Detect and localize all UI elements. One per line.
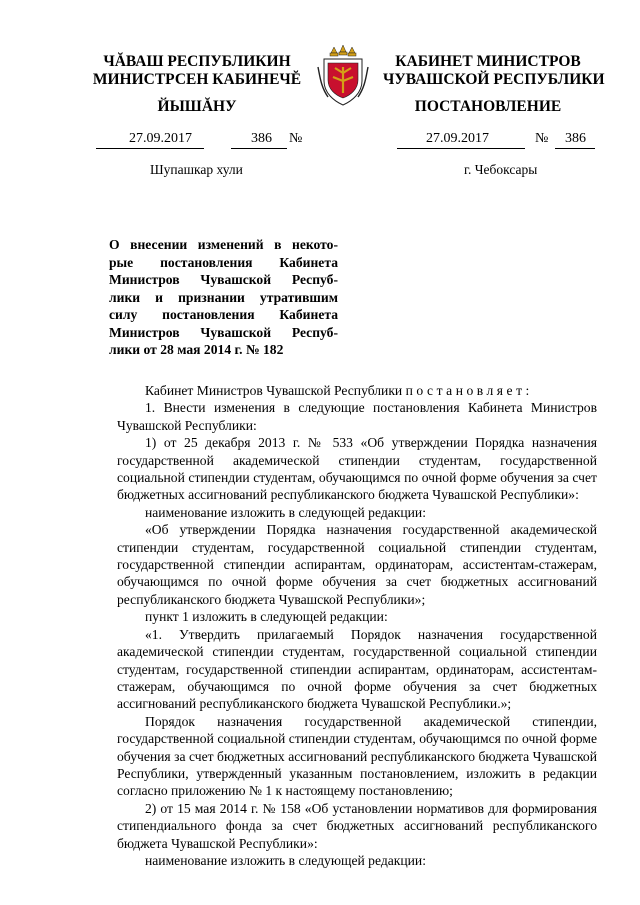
left-number-underline xyxy=(231,148,287,149)
title-line: лики и признании утратившим xyxy=(109,289,338,305)
header-right-line1: КАБИНЕТ МИНИСТРОВ xyxy=(395,53,581,70)
left-number-sign: № xyxy=(289,131,303,146)
paragraph: «Об утверждении Порядка назначения государственной академической стипендии студентам, государственной социальной стипендии студентам, государственной стипендии аспирантам, ординаторам, ассистентам-стажерам, обучающимся по очной форме обучения за счет бюджетных ассигнований республиканского бюджета Чувашской Республики»; xyxy=(117,522,597,607)
paragraph: 1. Внести изменения в следующие постановления Кабинета Министров Чувашской Республики: xyxy=(117,400,597,433)
paragraph: наименование изложить в следующей редакции: xyxy=(145,504,426,520)
intro-verb: постановляет: xyxy=(405,383,533,398)
title-line: Министров Чувашской Респуб- xyxy=(109,272,338,287)
intro-text: Кабинет Министров Чувашской Республики xyxy=(145,383,403,398)
right-number-sign: № xyxy=(535,131,549,146)
paragraph: наименование изложить в следующей редакции: xyxy=(145,852,426,868)
paragraph: 2) от 15 мая 2014 г. № 158 «Об установлении нормативов для формирования стипендиального фонда за счет бюджетных ассигнований республиканского бюджета Чувашской Республики»: xyxy=(117,800,597,851)
coat-of-arms-icon xyxy=(314,43,372,107)
paragraph: 1) от 25 декабря 2013 г. № 533 «Об утверждении Порядка назначения государственной академической стипендии студентам, государственной социальной стипендии студентам, обучающимся по очной форме обучения за счет бюджетных ассигнований республиканского бюджета Чувашской Республики»: xyxy=(117,435,597,503)
document-body xyxy=(117,382,597,869)
left-date-underline xyxy=(96,148,204,149)
header-right-doc-type: ПОСТАНОВЛЕНИЕ xyxy=(414,98,562,115)
right-number: 386 xyxy=(565,131,586,146)
right-date: 27.09.2017 xyxy=(426,131,489,146)
left-number: 386 xyxy=(251,131,272,146)
title-line: О внесении изменений в некото- xyxy=(109,237,338,252)
right-place: г. Чебоксары xyxy=(464,162,538,177)
header-left-doc-type: ЙЫШĂНУ xyxy=(157,98,237,115)
left-date: 27.09.2017 xyxy=(129,131,192,146)
title-line: Министров Чувашской Респуб- xyxy=(109,324,338,340)
title-line: силу постановления Кабинета xyxy=(109,307,338,322)
header-left-line1: ЧĂВАШ РЕСПУБЛИКИН xyxy=(103,53,291,70)
intro-paragraph xyxy=(117,382,597,399)
title-line: рые постановления Кабинета xyxy=(109,254,338,270)
header-right-line2: ЧУВАШСКОЙ РЕСПУБЛИКИ xyxy=(383,71,605,88)
right-number-underline xyxy=(555,148,595,149)
document-title xyxy=(109,236,338,359)
paragraph: «1. Утвердить прилагаемый Порядок назначения государственной академической стипендии студентам, государственной социальной стипендии студентам, государственной стипендии аспирантам, ординаторам, ассистентам-стажерам, обучающимся по очной форме обучения за счет бюджетных ассигнований республиканского бюджета Чувашской Республики.»; xyxy=(117,626,597,712)
paragraph: Порядок назначения государственной академической стипендии, государственной социальной стипендии студентам, обучающимся по очной форме обучения за счет бюджетных ассигнований республиканского бюджета Чувашской Республики, утвержденный указанным постановлением, изложить в редакции согласно приложению № 1 к настоящему постановлению; xyxy=(117,713,597,799)
left-place: Шупашкар хули xyxy=(150,162,243,177)
right-date-underline xyxy=(397,148,525,149)
paragraph: пункт 1 изложить в следующей редакции: xyxy=(145,609,388,625)
header-right-org xyxy=(383,53,605,89)
header-left-org xyxy=(92,53,302,89)
header-left-line2: МИНИСТРСЕН КАБИНЕЧĔ xyxy=(92,71,302,88)
title-line: лики от 28 мая 2014 г. № 182 xyxy=(109,342,284,357)
